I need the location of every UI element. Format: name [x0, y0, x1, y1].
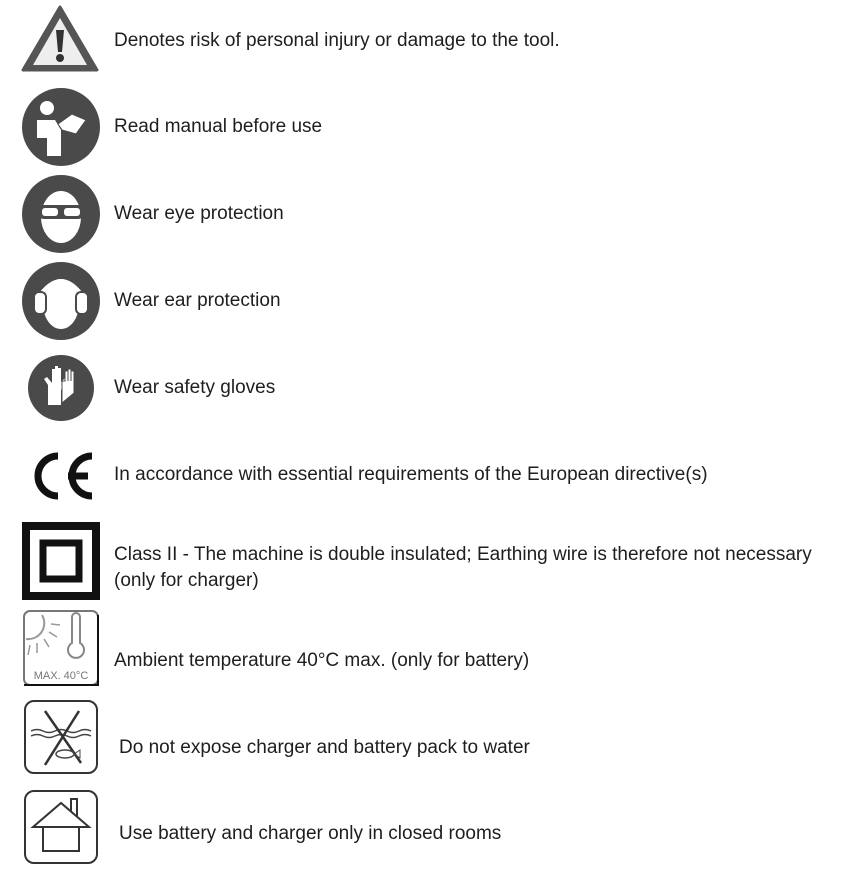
read-manual-icon [22, 88, 100, 166]
symbol-text: Use battery and charger only in closed rooms [119, 823, 502, 844]
symbol-text: Wear eye protection [114, 203, 284, 224]
eye-protection-icon [22, 175, 100, 253]
symbol-text: Wear ear protection [114, 290, 281, 311]
symbol-text: Class II - The machine is double insulated; Earthing wire is therefore not necessary [114, 544, 812, 565]
ear-protection-icon [22, 262, 100, 340]
ambient-temperature-icon [22, 609, 100, 687]
symbol-text: Wear safety gloves [114, 377, 276, 398]
symbol-text: Denotes risk of personal injury or damage to the tool. [114, 30, 560, 51]
ce-mark-icon [28, 451, 96, 501]
symbol-text-continued: (only for charger) [114, 570, 259, 591]
indoor-only-icon [23, 789, 99, 865]
symbol-text: Do not expose charger and battery pack to water [119, 737, 530, 758]
icon-label: MAX. 40°C [33, 670, 89, 682]
class-ii-icon [22, 522, 100, 600]
symbol-text: Ambient temperature 40°C max. (only for battery) [114, 650, 530, 671]
safety-gloves-icon [28, 355, 94, 421]
warning-triangle-icon [20, 4, 100, 72]
no-water-icon [23, 699, 99, 775]
symbol-text: In accordance with essential requirements of the European directive(s) [114, 464, 708, 485]
symbol-text: Read manual before use [114, 116, 323, 137]
